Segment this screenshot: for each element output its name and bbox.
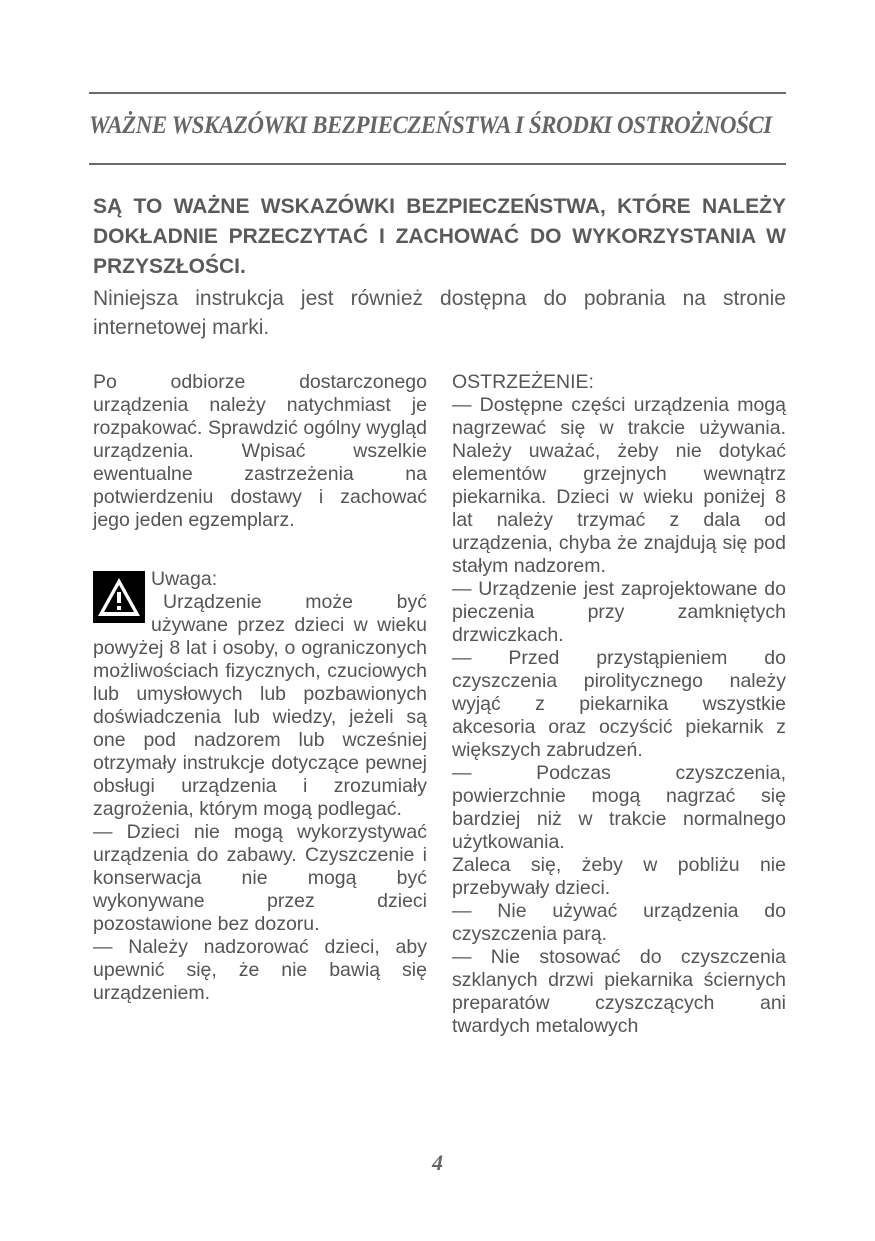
unpacking-paragraph: Po odbiorze dostarczonego urządzenia należy natychmiast je rozpakować. Sprawdzić ogólny wygląd urządzenia. Wpisać wszelkie ewentualne zastrzeżenia na potwierdzeniu dostawy i zachować jego jeden egzemplarz. [93,371,427,531]
closed-door-paragraph: — Urządzenie jest zaprojektowane do pieczenia przy zamkniętych drzwiczkach. [452,578,786,646]
keep-children-away-paragraph: Zaleca się, żeby w pobliżu nie przebywały dzieci. [452,854,786,899]
warning-label: Uwaga: [151,568,218,590]
warning-heading: OSTRZEŻENIE: [452,371,594,393]
children-play-paragraph: — Dzieci nie mogą wykorzystywać urządzenia do zabawy. Czyszczenie i konserwacja nie mogą być wykonywane przez dzieci pozostawione bez dozoru. [93,821,427,935]
header-top-rule [89,92,786,94]
cleaning-heat-paragraph: — Podczas czyszczenia, powierzchnie mogą nagrzać się bardziej niż w trakcie normalnego użytkowania. [452,762,786,853]
warning-block [93,568,427,821]
no-steam-paragraph: — Nie używać urządzenia do czyszczenia parą. [452,900,786,945]
warning-text: Urządzenie może być używane przez dzieci w wieku powyżej 8 lat i osoby, o ograniczonych możliwościach fizycznych, czuciowych lub umysłowych lub pozbawionych doświadczenia lub wiedzy, jeżeli są one pod nadzorem lub wcześniej otrzymały instrukcje dotyczące pewnej obsługi urządzenia i zrozumiały zagrożenia, którym mogą podlegać. [93,591,427,820]
warning-triangle-icon [93,571,145,623]
hot-parts-paragraph: — Dostępne części urządzenia mogą nagrzewać się w trakcie używania. Należy uważać, żeby nie dotykać elementów grzejnych wewnątrz piekarnika. Dzieci w wieku poniżej 8 lat należy trzymać z dala od urządzenia, chyba że znajdują się pod stałym nadzorem. [452,394,786,577]
spacer [93,532,427,568]
no-abrasives-paragraph: — Nie stosować do czyszczenia szklanych drzwi piekarnika ściernych preparatów czyszczących ani twardych metalowych [452,946,786,1037]
supervise-children-paragraph: — Należy nadzorować dzieci, aby upewnić się, że nie bawią się urządzeniem. [93,936,427,1004]
page-title: WAŻNE WSKAZÓWKI BEZPIECZEŃSTWA I ŚRODKI OSTROŻNOŚCI [89,112,772,139]
header-bottom-rule [89,163,786,165]
intro-important-notice: SĄ TO WAŻNE WSKAZÓWKI BEZPIECZEŃSTWA, KTÓRE NALEŻY DOKŁADNIE PRZECZYTAĆ I ZACHOWAĆ DO WYKORZYSTANIA W PRZYSZŁOŚCI. [93,195,786,278]
intro-availability-note: Niniejsza instrukcja jest również dostępna do pobrania na stronie internetowej marki. [93,287,786,339]
right-column [452,371,786,1038]
pyrolytic-cleaning-paragraph: — Przed przystąpieniem do czyszczenia pirolitycznego należy wyjąć z piekarnika wszystkie akcesoria oraz oczyścić piekarnik z większych zabrudzeń. [452,647,786,761]
left-column [93,371,427,1005]
page-number: 4 [432,1150,443,1175]
